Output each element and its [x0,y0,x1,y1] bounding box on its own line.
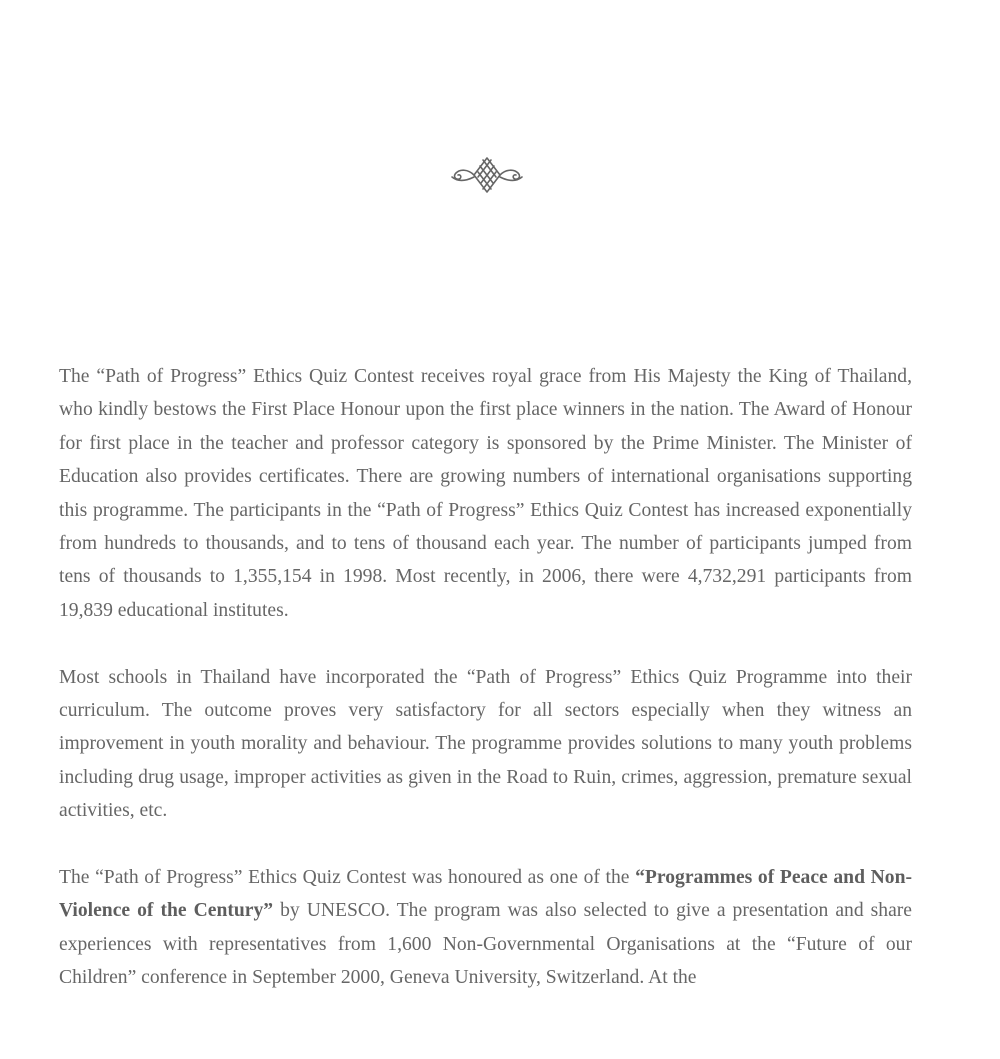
paragraph-unesco-rest: by UNESCO. The program was also selected to give a presentation and share experiences with representatives from 1,600 Non-Governmental Organisations at the “Future of our Children” conference in September 2000, Geneva University, Switzerland. At the [59,900,912,989]
paragraph-royal-grace: The “Path of Progress” Ethics Quiz Contest receives royal grace from His Majesty the King of Thailand, who kindly bestows the First Place Honour upon the first place winners in the nation. The Award of Honour for first place in the teacher and professor category is sponsored by the Prime Minister. The Minister of Education also provides certificates. There are growing numbers of international organisations supporting this programme. The participants in the “Path of Progress” Ethics Quiz Contest has increased exponentially from hundreds to thousands, and to tens of thousand each year. The number of participants jumped from tens of thousands to 1,355,154 in 1998. Most recently, in 2006, there were 4,732,291 participants from 19,839 educational institutes. [59,366,912,621]
programme-title-bold: “Programmes of Peace and Non-Violence of the Century” [59,867,912,922]
paragraph-school-curriculum: Most schools in Thailand have incorporated the “Path of Progress” Ethics Quiz Programme into their curriculum. The outcome proves very satisfactory for all sectors especially when they witness an improvement in youth morality and behaviour. The programme provides solutions to many youth problems including drug usage, improper activities as given in the Road to Ruin, crimes, aggression, premature sexual activities, etc. [59,666,912,822]
document-body [59,360,912,1028]
paragraph-unesco-intro: The “Path of Progress” Ethics Quiz Contest was honoured as one of the [59,867,636,889]
paragraph-unesco-honour [59,861,912,995]
fleuron-knot-icon [448,155,526,197]
